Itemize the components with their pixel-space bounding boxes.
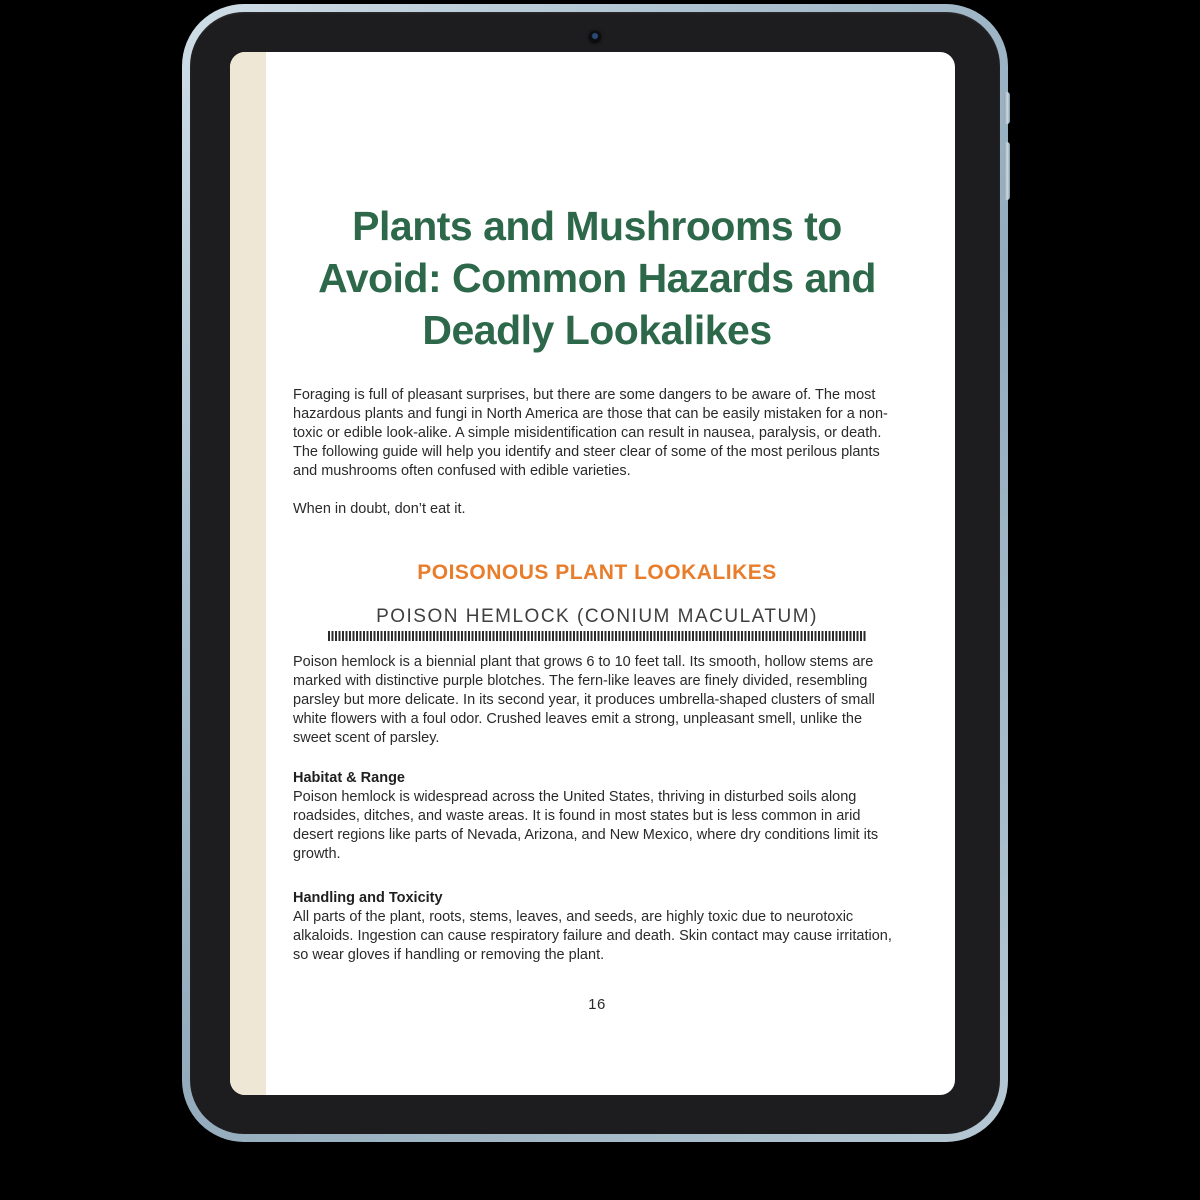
page-number: 16 [588, 996, 606, 1013]
tablet-frame [182, 4, 1008, 1142]
hemlock-description: Poison hemlock is a biennial plant that grows 6 to 10 feet tall. Its smooth, hollow stems are marked with distinctive purple blotches. The fern-like leaves are finely divided, resembling parsley but more delicate. In its second year, it produces umbrella-shaped clusters of small white flowers with a foul odor. Crushed leaves emit a strong, unpleasant smell, unlike the sweet scent of parsley. [293, 654, 875, 746]
page-content [293, 52, 901, 1095]
handling-toxicity-body: All parts of the plant, roots, stems, leaves, and seeds, are highly toxic due to neurotoxic alkaloids. Ingestion can cause respiratory failure and death. Skin contact may cause irritation, so wear gloves if handling or removing the plant. [293, 909, 892, 963]
front-camera-icon [589, 31, 601, 43]
page-spine [230, 52, 266, 1095]
intro-paragraph: Foraging is full of pleasant surprises, but there are some dangers to be aware of. The most hazardous plants and fungi in North America are those that can be easily mistaken for a non-toxic or edible look-alike. A simple misidentification can result in nausea, paralysis, or death. The following guide will help you identify and steer clear of some of the most perilous plants and mushrooms often confused with edible varieties. [293, 387, 888, 479]
volume-button [1004, 142, 1010, 200]
subsection-heading: POISON HEMLOCK (CONIUM MACULATUM) [376, 606, 818, 627]
note-text: When in doubt, don’t eat it. [293, 501, 466, 517]
habitat-range-body: Poison hemlock is widespread across the United States, thriving in disturbed soils along roadsides, ditches, and waste areas. It is found in most states but is less common in arid desert regions like parts of Nevada, Arizona, and New Mexico, where dry conditions limit its growth. [293, 789, 879, 862]
tablet-bezel [190, 12, 1000, 1134]
power-button [1004, 92, 1010, 124]
barcode-divider [328, 631, 866, 641]
handling-toxicity-heading: Handling and Toxicity [293, 890, 443, 906]
section-heading: POISONOUS PLANT LOOKALIKES [417, 561, 777, 584]
habitat-range-heading: Habitat & Range [293, 770, 405, 786]
page-title: Plants and Mushrooms to Avoid: Common Hazards and Deadly Lookalikes [318, 203, 876, 353]
ebook-page [230, 52, 955, 1095]
